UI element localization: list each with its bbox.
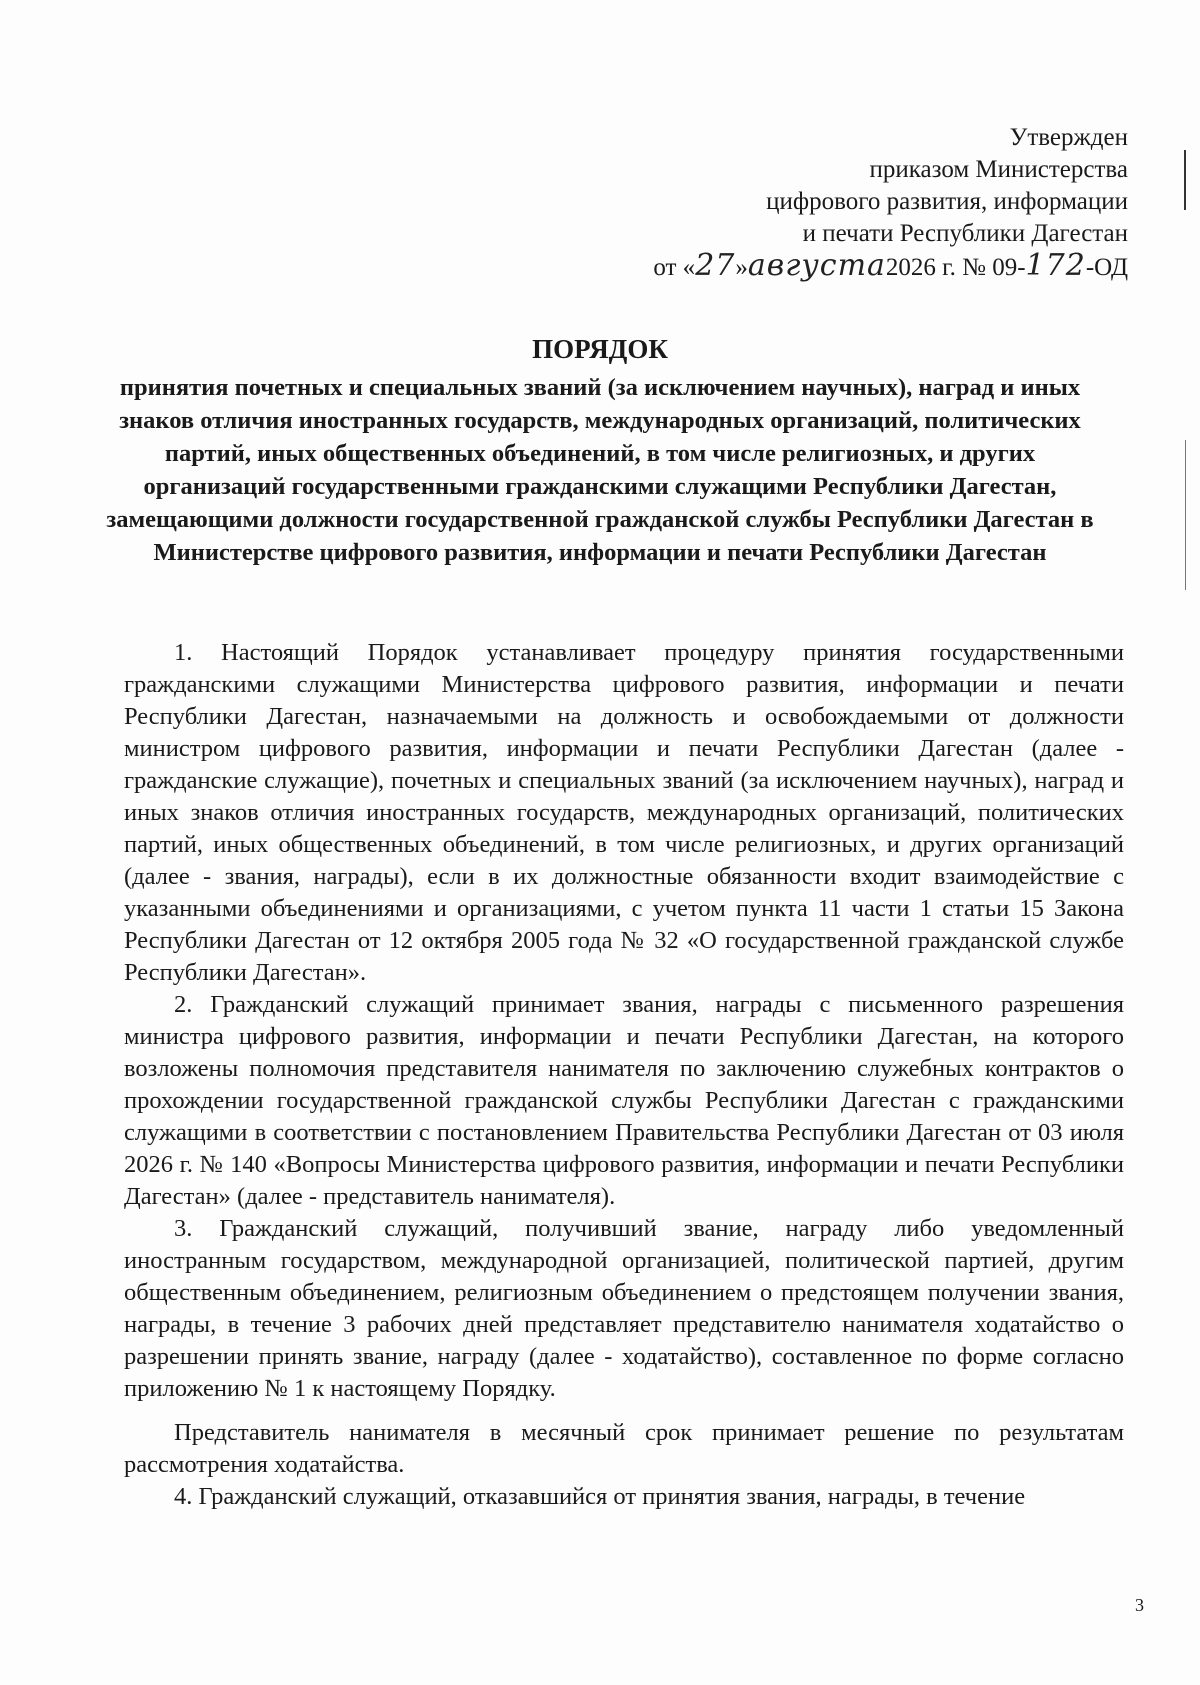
approval-line: и печати Республики Дагестан (802, 220, 1128, 247)
date-mid: » (735, 254, 748, 281)
paragraph: 3. Гражданский служащий, получивший звание, награду либо уведомленный иностранным государством, международной организацией, политической партией, другим общественным объединением, религиозным объединением о предстоящем получении звания, награды, в течение 3 рабочих дней представляет представителю нанимателя ходатайство о разрешении принять звание, награду (далее - ходатайство), составленное по форме согласно приложению № 1 к настоящему Порядку. (124, 1215, 1124, 1402)
handwritten-order-number: 172 (1025, 248, 1086, 283)
paragraph: 2. Гражданский служащий принимает звания, награды с письменного разрешения министра цифрового развития, информации и печати Республики Дагестан, на которого возложены полномочия представителя нанимателя по заключению служебных контрактов о прохождении государственной гражданской службы Республики Дагестан с гражданскими служащими в соответствии с постановлением Правительства Республики Дагестан от 03 июля 2026 г. № 140 «Вопросы Министерства цифрового развития, информации и печати Республики Дагестан» (далее - представитель нанимателя). (124, 991, 1124, 1210)
approval-line: цифрового развития, информации (766, 188, 1128, 215)
document-body (124, 637, 1124, 1513)
scan-margin-line (1185, 440, 1186, 590)
date-suffix: 2026 г. № 09- (885, 254, 1026, 281)
handwritten-day: 27 (695, 248, 736, 283)
order-suffix: -ОД (1085, 254, 1128, 281)
paragraph: 4. Гражданский служащий, отказавшийся от принятия звания, награды, в течение (174, 1483, 1026, 1510)
date-prefix: от « (653, 254, 696, 281)
document-subtitle: принятия почетных и специальных званий (за исключением научных), наград и иных знаков отличия иностранных государств, международных организаций, политических партий, иных общественных объединений, в том числе религиозных, и других организаций государственными гражданскими служащими Республики Дагестан, замещающими должности государственной гражданской службы Республики Дагестан в Министерстве цифрового развития, информации и печати Республики Дагестан (106, 374, 1094, 566)
handwritten-month: августа (747, 248, 886, 283)
paragraph: Представитель нанимателя в месячный срок принимает решение по результатам рассмотрения ходатайства. (124, 1419, 1124, 1478)
document-title: ПОРЯДОК (532, 334, 668, 364)
approval-date-line (653, 250, 1128, 284)
approval-line: Утвержден (1009, 124, 1128, 151)
scan-margin-line (1184, 150, 1186, 210)
approval-stamp-block (653, 122, 1128, 284)
page-number: 3 (1135, 1595, 1144, 1615)
approval-line: приказом Министерства (869, 156, 1128, 183)
paragraph: 1. Настоящий Порядок устанавливает процедуру принятия государственными гражданскими служащими Министерства цифрового развития, информации и печати Республики Дагестан, назначаемыми на должность и освобождаемыми от должности министром цифрового развития, информации и печати Республики Дагестан (далее - гражданские служащие), почетных и специальных званий (за исключением научных), наград и иных знаков отличия иностранных государств, международных организаций, политических партий, иных общественных объединений, в том числе религиозных, и других организаций (далее - звания, награды), если в их должностные обязанности входит взаимодействие с указанными объединениями и организациями, с учетом пункта 11 части 1 статьи 15 Закона Республики Дагестан от 12 октября 2005 года № 32 «О государственной гражданской службе Республики Дагестан». (124, 639, 1124, 986)
